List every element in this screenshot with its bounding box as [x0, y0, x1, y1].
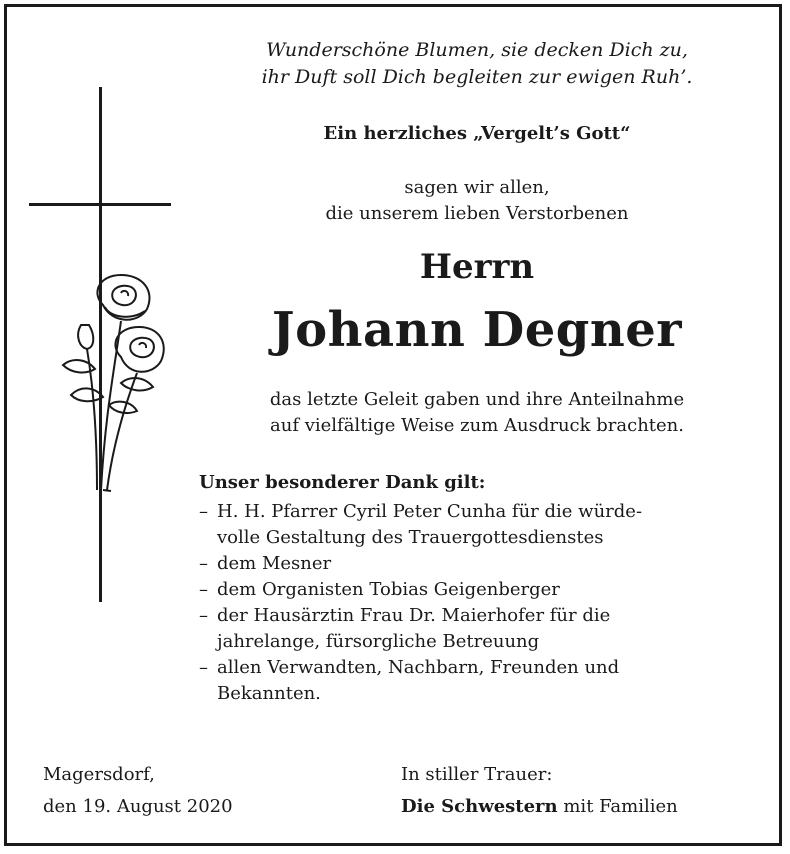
mourners-line: [401, 791, 678, 823]
special-thanks-list: [199, 499, 759, 707]
verse-line-2: ihr Duft soll Dich begleiten zur ewigen Ruh’.: [261, 66, 693, 88]
special-thanks-title: Unser besonderer Dank gilt:: [199, 472, 486, 493]
mourners: [401, 759, 678, 823]
place-date: [43, 759, 233, 823]
date: den 19. August 2020: [43, 796, 233, 817]
list-item: – dem Organisten Tobias Geigenberger: [199, 577, 759, 603]
list-item-line: allen Verwandten, Nachbarn, Freunden und: [217, 657, 620, 678]
list-item-line: der Hausärztin Frau Dr. Maierhofer für die: [217, 605, 611, 626]
list-item-line: volle Gestaltung des Trauergottesdienstes: [217, 527, 604, 548]
list-item-line: dem Mesner: [217, 553, 332, 574]
list-item-line: Bekannten.: [217, 683, 321, 704]
escort-lines: [187, 387, 767, 439]
thanks-heading: Ein herzliches „Vergelt’s Gott“: [323, 123, 631, 144]
list-item-line: jahrelange, fürsorgliche Betreuung: [217, 631, 540, 652]
say-line-1: sagen wir allen,: [404, 177, 550, 198]
list-item: – H. H. Pfarrer Cyril Peter Cunha für die würde- volle Gestaltung des Trauergottesdienstes: [199, 499, 759, 551]
salutation: Herrn: [419, 247, 535, 287]
list-item-line: H. H. Pfarrer Cyril Peter Cunha für die würde-: [217, 501, 643, 522]
escort-line-1: das letzte Geleit gaben und ihre Anteilnahme: [269, 389, 685, 410]
mourners-rest: mit Familien: [557, 796, 678, 817]
say-lines: [187, 175, 767, 227]
special-thanks: [199, 472, 759, 707]
deceased-name: Johann Degner: [271, 302, 683, 358]
escort-line-2: auf vielfältige Weise zum Ausdruck brachten.: [270, 415, 684, 436]
verse: [187, 37, 767, 91]
rose-bouquet-icon: [51, 265, 171, 495]
place: Magersdorf,: [43, 764, 155, 785]
mourners-bold: Die Schwestern: [401, 796, 558, 817]
obituary-card: [4, 4, 782, 846]
mourning-label: In stiller Trauer:: [401, 764, 553, 785]
cross-bar: [29, 203, 171, 206]
list-item-line: dem Organisten Tobias Geigenberger: [217, 579, 560, 600]
say-line-2: die unserem lieben Verstorbenen: [325, 203, 629, 224]
list-item: – der Hausärztin Frau Dr. Maierhofer für die jahrelange, fürsorgliche Betreuung: [199, 603, 759, 655]
verse-line-1: Wunderschöne Blumen, sie decken Dich zu,: [266, 39, 688, 61]
list-item: – dem Mesner: [199, 551, 759, 577]
list-item: – allen Verwandten, Nachbarn, Freunden und Bekannten.: [199, 655, 759, 707]
